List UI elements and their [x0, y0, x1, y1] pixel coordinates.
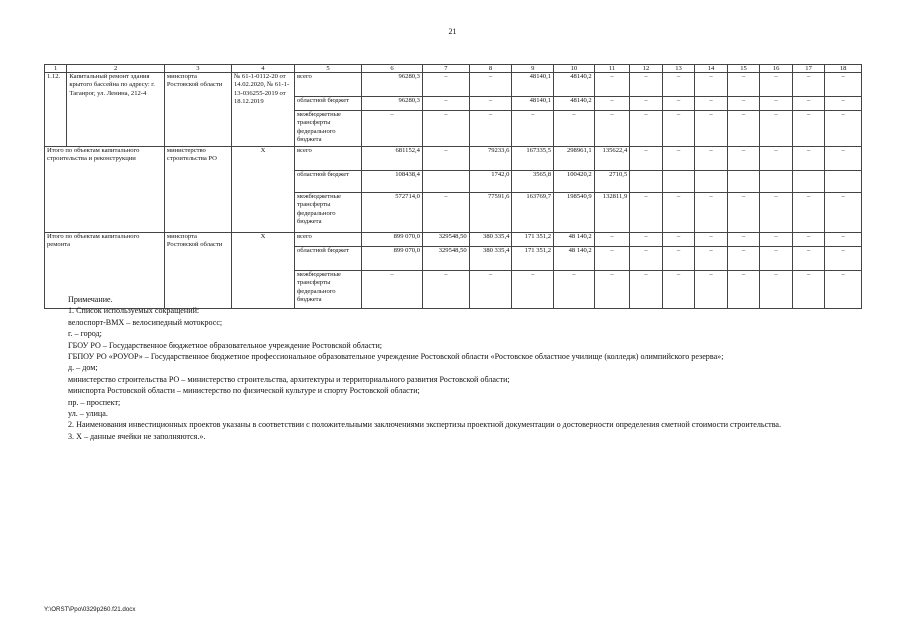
column-number: 7: [422, 65, 469, 73]
funding-source: межбюджетные трансферты федерального бюджета: [294, 271, 361, 309]
amount-cell: 135622,4: [594, 147, 630, 171]
funding-source: всего: [294, 233, 361, 247]
amount-cell: –: [727, 111, 760, 147]
responsible-body: минспорта Ростовской области: [164, 233, 231, 309]
amount-cell: –: [695, 147, 728, 171]
amount-cell: –: [469, 97, 512, 111]
amount-cell: 132811,9: [594, 193, 630, 233]
amount-cell: –: [422, 147, 469, 171]
expertise-reference: № 61-1-0112-20 от 14.02.2020, № 61-1-13-036255-2019 от 18.12.2019: [231, 73, 294, 147]
amount-cell: –: [727, 73, 760, 97]
amount-cell: –: [422, 193, 469, 233]
amount-cell: 48 140,2: [554, 233, 595, 247]
amount-cell: –: [760, 147, 793, 171]
amount-cell: 171 351,2: [512, 233, 554, 247]
note-line: 3. X – данные ячейки не заполняются.».: [68, 431, 206, 441]
amount-cell: –: [695, 233, 728, 247]
amount-cell: –: [469, 73, 512, 97]
note-line: велоспорт-BMX – велосипедный мотокросс;: [68, 317, 223, 327]
amount-cell: –: [825, 233, 862, 247]
amount-cell: –: [512, 271, 554, 309]
table-row: [45, 147, 862, 171]
column-number: 18: [825, 65, 862, 73]
table-row: [45, 233, 862, 247]
amount-cell: –: [760, 233, 793, 247]
amount-cell: 380 335,4: [469, 247, 512, 271]
amount-cell: 100420,2: [554, 171, 595, 193]
amount-cell: –: [792, 97, 825, 111]
amount-cell: –: [422, 97, 469, 111]
amount-cell: –: [760, 193, 793, 233]
amount-cell: –: [469, 271, 512, 309]
amount-cell: [825, 171, 862, 193]
amount-cell: –: [630, 233, 663, 247]
amount-cell: –: [792, 247, 825, 271]
column-number: 12: [630, 65, 663, 73]
amount-cell: –: [469, 111, 512, 147]
amount-cell: –: [695, 97, 728, 111]
amount-cell: –: [662, 111, 695, 147]
amount-cell: 163769,7: [512, 193, 554, 233]
funding-source: областной бюджет: [294, 171, 361, 193]
note-line: Примечание.: [68, 295, 113, 304]
amount-cell: –: [727, 97, 760, 111]
amount-cell: [792, 171, 825, 193]
column-number: 11: [594, 65, 630, 73]
amount-cell: –: [825, 271, 862, 309]
object-name: Капитальный ремонт здания крытого бассейна по адресу: г. Таганрог, ул. Ленина, 212-4: [67, 73, 165, 147]
amount-cell: –: [662, 247, 695, 271]
amount-cell: –: [512, 111, 554, 147]
amount-cell: [727, 171, 760, 193]
amount-cell: 3565,8: [512, 171, 554, 193]
investment-table: [44, 64, 862, 309]
amount-cell: –: [554, 111, 595, 147]
responsible-body: минспорта Ростовской области: [164, 73, 231, 147]
page-number: 21: [448, 27, 457, 36]
amount-cell: –: [695, 271, 728, 309]
column-number: 2: [67, 65, 165, 73]
amount-cell: [662, 171, 695, 193]
amount-cell: –: [630, 193, 663, 233]
column-number: 8: [469, 65, 512, 73]
amount-cell: [695, 171, 728, 193]
amount-cell: –: [695, 247, 728, 271]
amount-cell: 298961,1: [554, 147, 595, 171]
note-line: г. – город;: [68, 329, 102, 339]
column-number: 1: [45, 65, 67, 73]
amount-cell: –: [760, 73, 793, 97]
note-line: д. – дом;: [68, 363, 98, 373]
amount-cell: –: [760, 271, 793, 309]
file-path-footer: Y:\ORST\Ppo\0329p260.f21.docx: [44, 606, 136, 613]
funding-source: межбюджетные трансферты федерального бюджета: [294, 193, 361, 233]
note-line: ГБОУ РО – Государственное бюджетное образовательное учреждение Ростовской области;: [68, 340, 383, 350]
amount-cell: [760, 171, 793, 193]
amount-cell: –: [594, 111, 630, 147]
amount-cell: 48140,2: [554, 73, 595, 97]
amount-cell: –: [825, 111, 862, 147]
amount-cell: –: [662, 147, 695, 171]
column-number: 10: [554, 65, 595, 73]
amount-cell: –: [825, 147, 862, 171]
amount-cell: 79233,6: [469, 147, 512, 171]
column-number: 3: [164, 65, 231, 73]
column-number: 6: [362, 65, 423, 73]
amount-cell: –: [727, 247, 760, 271]
amount-cell: –: [594, 247, 630, 271]
amount-cell: 77591,6: [469, 193, 512, 233]
amount-cell: –: [662, 233, 695, 247]
amount-cell: –: [727, 271, 760, 309]
amount-cell: –: [630, 271, 663, 309]
amount-cell: –: [594, 271, 630, 309]
amount-cell: 96280,3: [362, 73, 423, 97]
amount-cell: –: [594, 97, 630, 111]
note-line: пр. – проспект;: [68, 397, 121, 407]
expertise-reference: X: [231, 147, 294, 233]
amount-cell: 1742,0: [469, 171, 512, 193]
row-number: 1.12.: [45, 73, 67, 147]
amount-cell: –: [594, 233, 630, 247]
amount-cell: 572714,0: [362, 193, 423, 233]
amount-cell: –: [662, 193, 695, 233]
amount-cell: –: [727, 193, 760, 233]
amount-cell: –: [760, 247, 793, 271]
amount-cell: 329548,50: [422, 233, 469, 247]
amount-cell: 48140,1: [512, 73, 554, 97]
funding-source: всего: [294, 147, 361, 171]
note-line: ГБПОУ РО «РОУОР» – Государственное бюджетное профессиональное образовательное учреждение Ростовской области «Ростовское областное училище (колледж) олимпийского резерва»;: [68, 352, 724, 362]
amount-cell: –: [662, 97, 695, 111]
amount-cell: –: [825, 247, 862, 271]
amount-cell: –: [695, 73, 728, 97]
amount-cell: 899 070,0: [362, 247, 423, 271]
note-line: минспорта Ростовской области – министерство по физической культуре и спорту Ростовской области;: [68, 386, 420, 396]
amount-cell: –: [792, 73, 825, 97]
column-number: 4: [231, 65, 294, 73]
amount-cell: –: [792, 193, 825, 233]
amount-cell: –: [727, 233, 760, 247]
amount-cell: –: [630, 111, 663, 147]
amount-cell: –: [662, 73, 695, 97]
amount-cell: –: [792, 233, 825, 247]
amount-cell: –: [792, 271, 825, 309]
amount-cell: –: [362, 271, 423, 309]
amount-cell: –: [362, 111, 423, 147]
amount-cell: 171 351,2: [512, 247, 554, 271]
amount-cell: –: [630, 97, 663, 111]
column-number: 13: [662, 65, 695, 73]
amount-cell: 167335,5: [512, 147, 554, 171]
column-number: 16: [760, 65, 793, 73]
amount-cell: –: [422, 271, 469, 309]
funding-source: областной бюджет: [294, 97, 361, 111]
amount-cell: [630, 171, 663, 193]
amount-cell: –: [695, 193, 728, 233]
expertise-reference: X: [231, 233, 294, 309]
note-line: 2. Наименования инвестиционных проектов указаны в соответствии с положительными заключениями экспертизы проектной документации о достоверности определения сметной стоимости строительства.: [68, 420, 782, 430]
amount-cell: 329548,50: [422, 247, 469, 271]
amount-cell: –: [630, 247, 663, 271]
amount-cell: –: [825, 97, 862, 111]
note-line: министерство строительства РО – министерство строительства, архитектуры и территориального развития Ростовской области;: [68, 374, 510, 384]
object-name: Итого по объектам капитального ремонта: [45, 233, 165, 309]
amount-cell: –: [792, 111, 825, 147]
amount-cell: –: [422, 111, 469, 147]
amount-cell: 380 335,4: [469, 233, 512, 247]
amount-cell: 681152,4: [362, 147, 423, 171]
note-line: ул. – улица.: [68, 409, 108, 419]
amount-cell: –: [630, 73, 663, 97]
amount-cell: –: [662, 271, 695, 309]
column-number: 17: [792, 65, 825, 73]
amount-cell: –: [760, 97, 793, 111]
amount-cell: –: [630, 147, 663, 171]
responsible-body: министерство строительства РО: [164, 147, 231, 233]
amount-cell: –: [727, 147, 760, 171]
funding-source: областной бюджет: [294, 247, 361, 271]
column-number: 5: [294, 65, 361, 73]
funding-source: межбюджетные трансферты федерального бюджета: [294, 111, 361, 147]
amount-cell: 2710,5: [594, 171, 630, 193]
amount-cell: –: [792, 147, 825, 171]
amount-cell: –: [825, 73, 862, 97]
amount-cell: –: [554, 271, 595, 309]
column-number: 9: [512, 65, 554, 73]
funding-source: всего: [294, 73, 361, 97]
amount-cell: –: [422, 73, 469, 97]
amount-cell: 48140,1: [512, 97, 554, 111]
amount-cell: [422, 171, 469, 193]
amount-cell: 48140,2: [554, 97, 595, 111]
table-row: [45, 73, 862, 97]
object-name: Итого по объектам капитального строительства и реконструкции: [45, 147, 165, 233]
amount-cell: –: [695, 111, 728, 147]
amount-cell: 108438,4: [362, 171, 423, 193]
column-number: 15: [727, 65, 760, 73]
amount-cell: –: [825, 193, 862, 233]
amount-cell: 48 140,2: [554, 247, 595, 271]
amount-cell: 198540,9: [554, 193, 595, 233]
amount-cell: –: [594, 73, 630, 97]
table-header-row: [45, 65, 862, 73]
note-line: 1. Список используемых сокращений:: [68, 306, 200, 316]
amount-cell: 899 070,0: [362, 233, 423, 247]
amount-cell: –: [760, 111, 793, 147]
amount-cell: 96280,3: [362, 97, 423, 111]
column-number: 14: [695, 65, 728, 73]
notes-section: [44, 294, 862, 442]
